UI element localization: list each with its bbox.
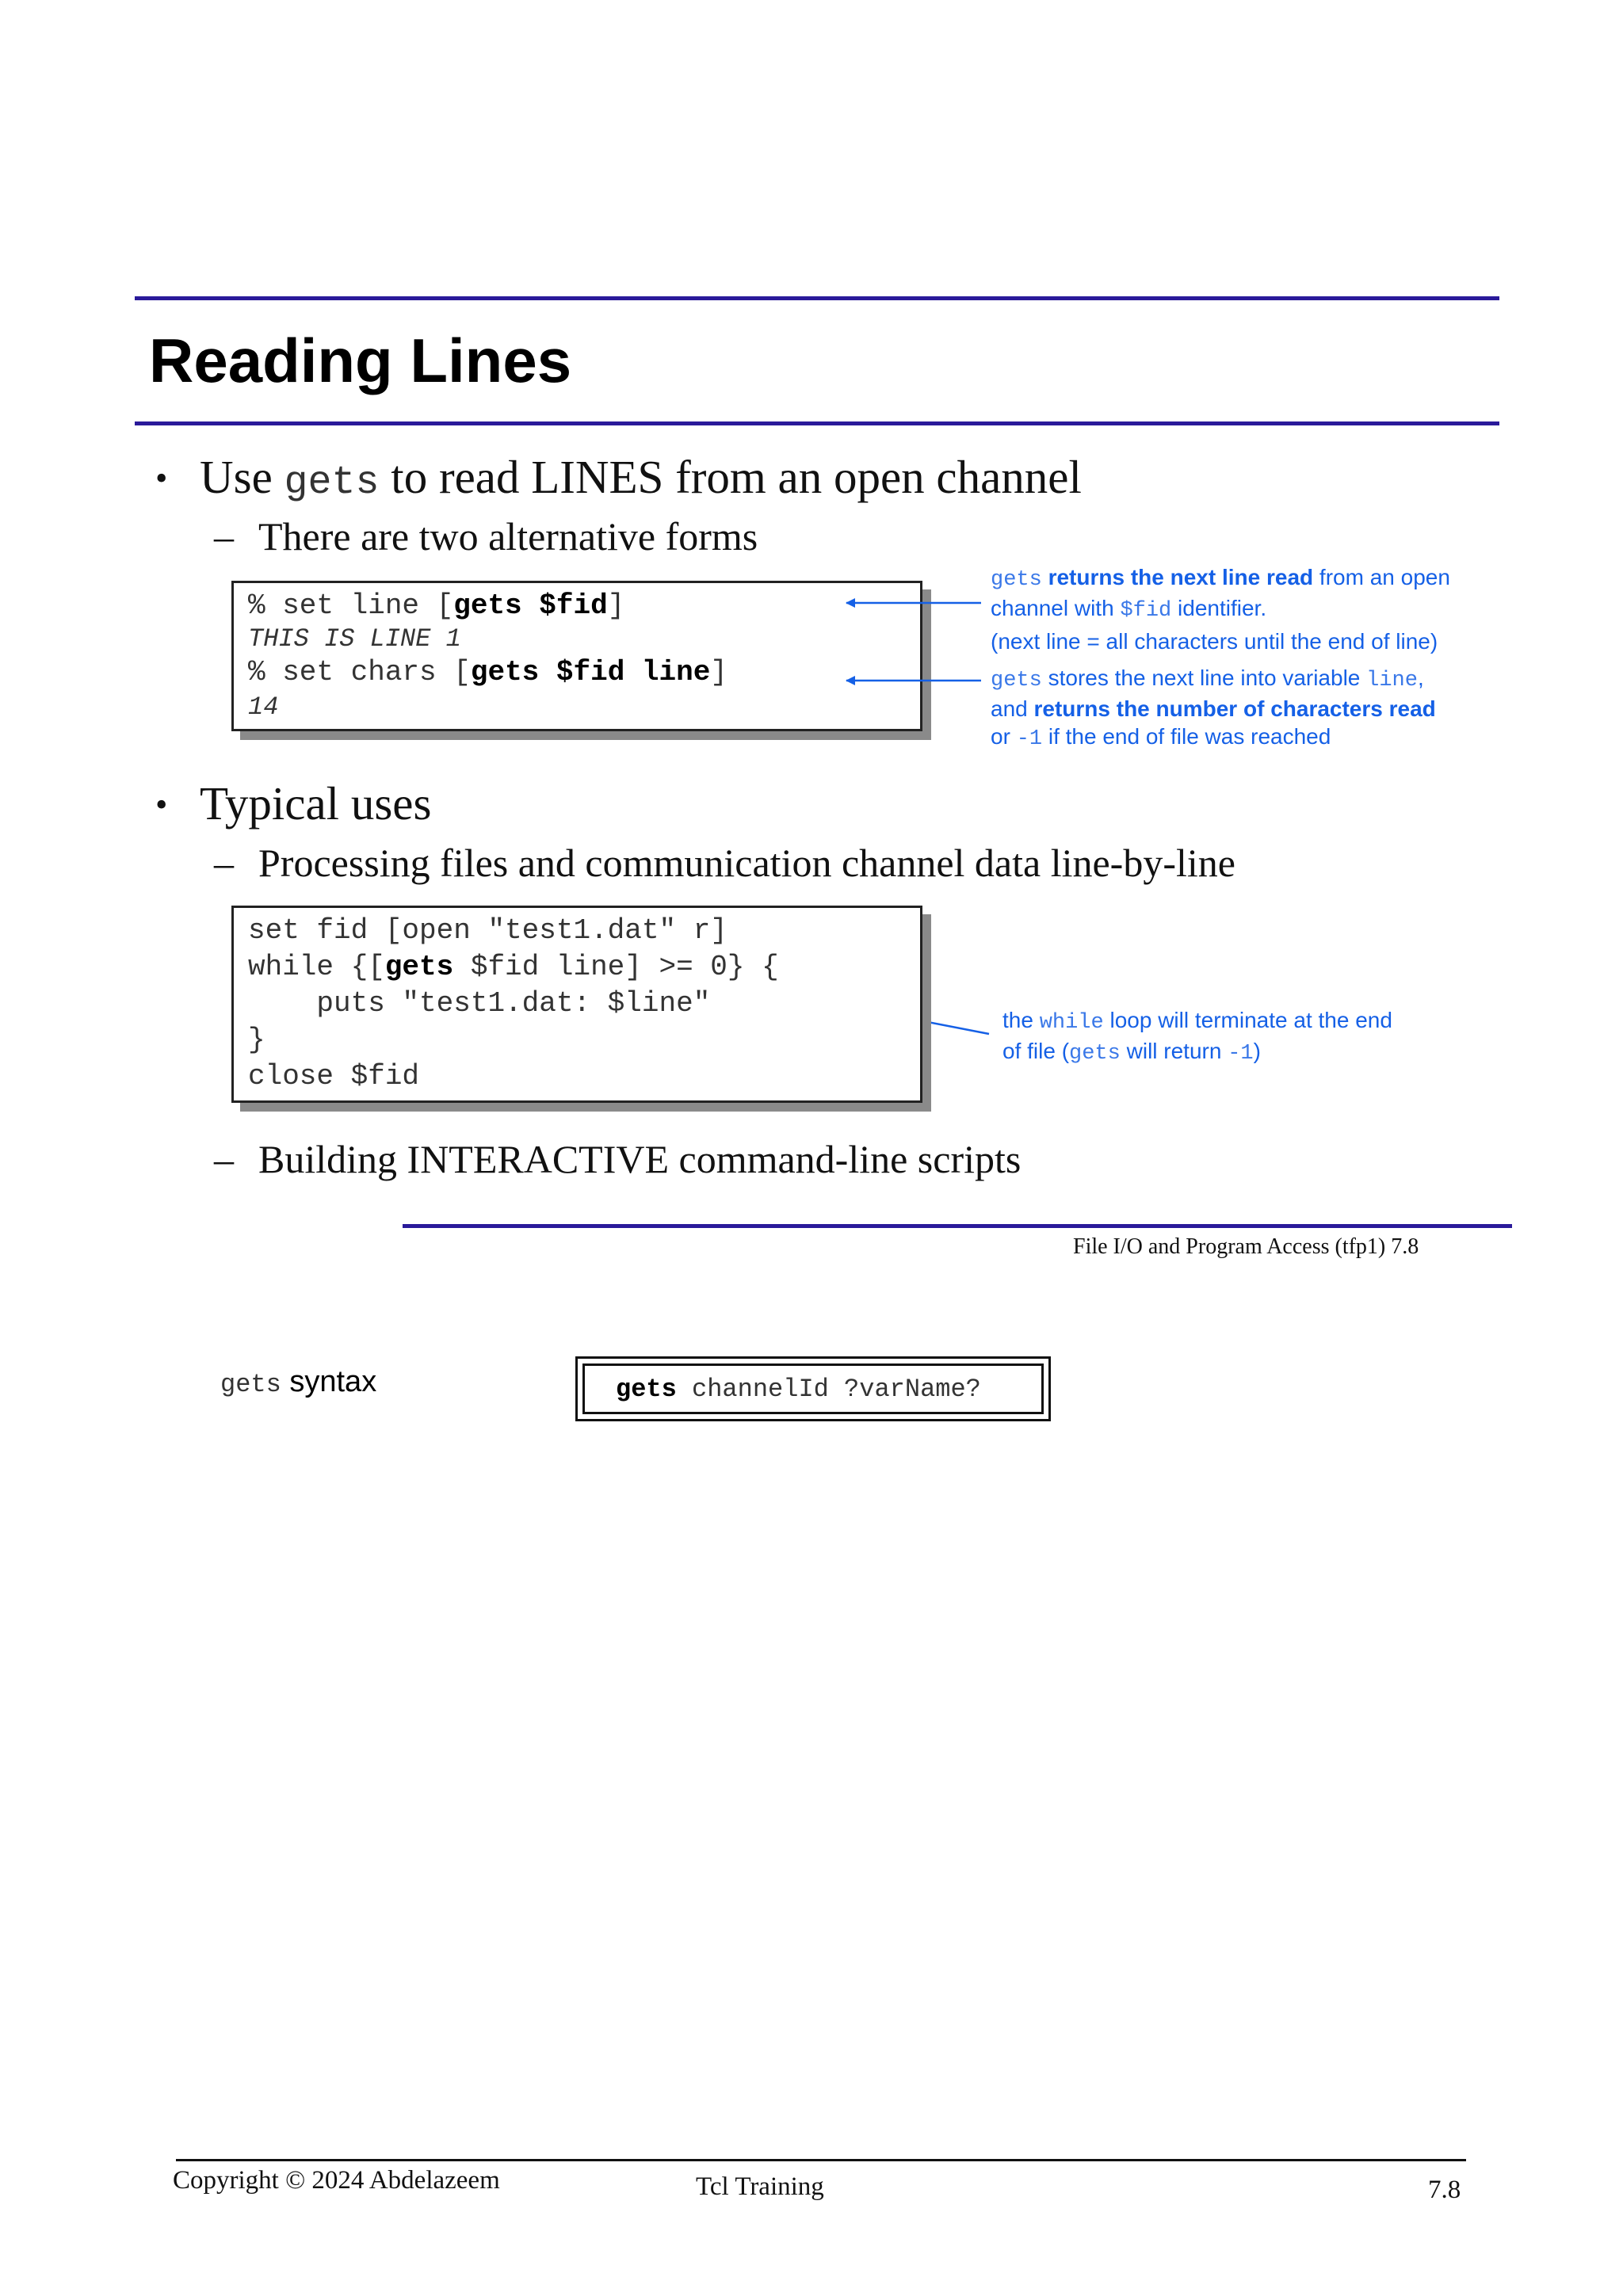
code-output-line: THIS IS LINE 1 (248, 624, 461, 654)
syntax-text: gets channelId ?varName? (616, 1375, 981, 1404)
slide-footer-rule (403, 1224, 1512, 1228)
code-line: % set chars [gets $fid line] (248, 656, 727, 688)
sub-bullet-two-forms: There are two alternative forms (258, 514, 758, 559)
code-line: set fid [open "test1.dat" r] (248, 914, 727, 947)
syntax-label: gets syntax (220, 1365, 377, 1399)
code-line: close $fid (248, 1060, 420, 1093)
annotation-while-loop: the while loop will terminate at the end of file (gets will return -1) (1002, 1008, 1392, 1066)
code-example-while-loop (231, 906, 922, 1103)
sub-bullet-interactive: Building INTERACTIVE command-line scripts (258, 1137, 1022, 1181)
code-line: } (248, 1024, 265, 1056)
slide-footer-text: File I/O and Program Access (tfp1) 7.8 (1073, 1234, 1419, 1259)
copyright: Copyright © 2024 Abdelazeem (173, 2166, 500, 2195)
bullet-dot: • (155, 459, 168, 498)
bullet-text: to read LINES from an open channel (379, 451, 1082, 503)
code-output-line: 14 (248, 692, 279, 722)
footer-course-title: Tcl Training (696, 2172, 824, 2201)
bullet-text: Use (200, 451, 285, 503)
bullet-typical-uses: Typical uses (200, 777, 432, 830)
code-line: while {[gets $fid line] >= 0} { (248, 951, 779, 983)
annotation-gets-returns: gets returns the next line read from an open channel with $fid identifier. (next line = all characters until the end of line) (991, 565, 1450, 654)
page-footer-rule (176, 2159, 1466, 2161)
sub-bullet-dash: – (214, 1137, 234, 1181)
sub-bullet-dash: – (214, 514, 234, 559)
page-number: 7.8 (1428, 2176, 1461, 2204)
syntax-box (575, 1356, 1051, 1421)
inline-code: gets (284, 460, 380, 505)
sub-bullet-dash: – (214, 841, 234, 885)
bullet-dot: • (155, 785, 168, 824)
slide-title: Reading Lines (149, 326, 572, 395)
code-line: puts "test1.dat: $line" (248, 987, 711, 1020)
sub-bullet-processing: Processing files and communication channel data line-by-line (258, 841, 1235, 885)
annotation-gets-stores: gets stores the next line into variable line, and returns the number of characters read or -1 if the end of file was reached (991, 666, 1436, 751)
code-line: % set line [gets $fid] (248, 589, 625, 622)
